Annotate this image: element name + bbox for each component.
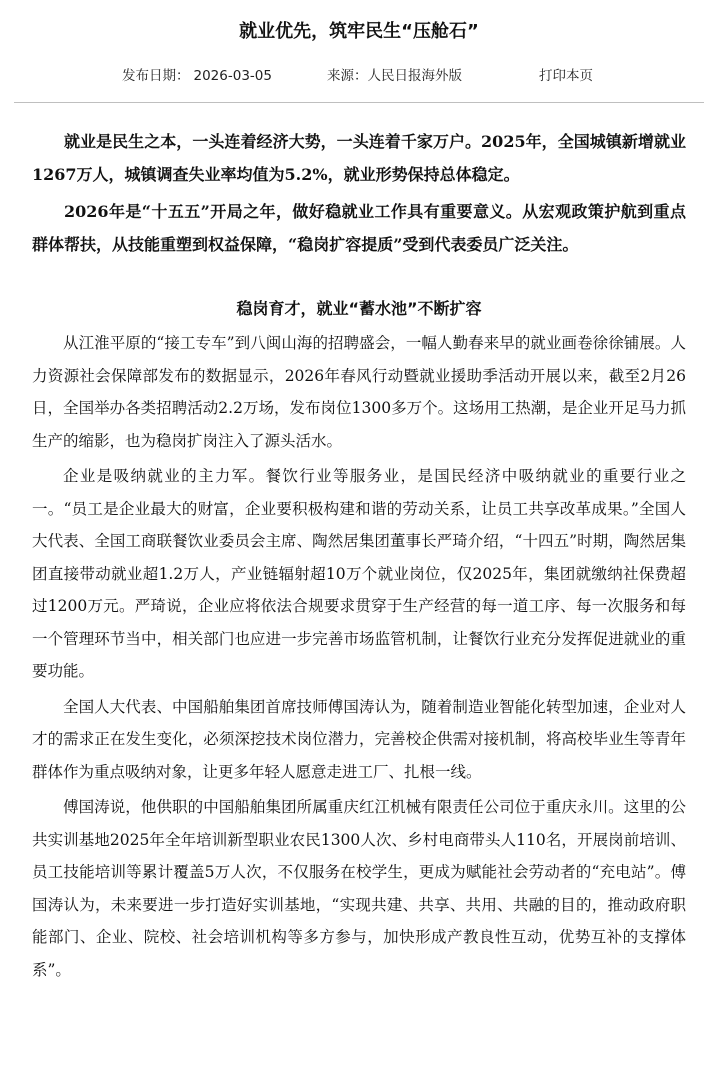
publish-date — [122, 64, 272, 84]
body-paragraph: 从江淮平原的“接工专车”到八闽山海的招聘盛会，一幅人勤春来早的就业画卷徐徐铺展。人力资源社会保障部发布的数据显示，2026年春风行动暨就业援助季活动开展以来，截至2月26日，全国举办各类招聘活动2.2万场，发布岗位1300多万个。这场用工热潮，是企业开足马力抓生产的缩影，也为稳岗扩岗注入了源头活水。 — [32, 334, 686, 450]
article-source — [327, 64, 462, 84]
article-body — [14, 327, 704, 986]
body-paragraph: 全国人大代表、中国船舶集团首席技师傅国涛认为，随着制造业智能化转型加速，企业对人才的需求正在发生变化，必须深挖技术岗位潜力，完善校企供需对接机制，将高校毕业生等青年群体作为重点吸纳对象，让更多年轻人愿意走进工厂、扎根一线。 — [32, 697, 686, 781]
source-value: 人民日报海外版 — [367, 68, 462, 84]
source-label: 来源： — [327, 68, 368, 84]
header-divider — [14, 102, 704, 103]
print-page-link[interactable]: 打印本页 — [539, 68, 593, 84]
article-meta — [14, 62, 704, 84]
publish-date-label: 发布日期： — [122, 68, 190, 84]
section-title: 稳岗育才，就业“蓄水池”不断扩容 — [236, 299, 482, 318]
article-headline: 就业优先，筑牢民生“压舱石” — [239, 21, 479, 42]
summary-paragraph: 2026年是“十五五”开局之年，做好稳就业工作具有重要意义。从宏观政策护航到重点群体帮扶，从技能重塑到权益保障，“稳岗扩容提质”受到代表委员广泛关注。 — [32, 202, 686, 254]
article-summary — [14, 125, 704, 261]
summary-paragraph: 就业是民生之本，一头连着经济大势，一头连着千家万户。2025年，全国城镇新增就业1267万人，城镇调查失业率均值为5.2%，就业形势保持总体稳定。 — [32, 132, 686, 184]
body-paragraph: 企业是吸纳就业的主力军。餐饮行业等服务业，是国民经济中吸纳就业的重要行业之一。“员工是企业最大的财富，企业要积极构建和谐的劳动关系，让员工共享改革成果。”全国人大代表、全国工商联餐饮业委员会主席、陶然居集团董事长严琦介绍，“十四五”时期，陶然居集团直接带动就业超1.2万人，产业链辐射超10万个就业岗位，仅2025年，集团就缴纳社保费超过1200万元。严琦说，企业应将依法合规要求贯穿于生产经营的每一道工序、每一次服务和每一个管理环节当中，相关部门也应进一步完善市场监管机制，让餐饮行业充分发挥促进就业的重要功能。 — [32, 467, 686, 680]
article-page — [14, 8, 704, 989]
publish-date-value: 2026-03-05 — [193, 68, 272, 84]
body-paragraph: 傅国涛说，他供职的中国船舶集团所属重庆红江机械有限责任公司位于重庆永川。这里的公共实训基地2025年全年培训新型职业农民1300人次、乡村电商带头人110名，开展岗前培训、员工技能培训等累计覆盖5万人次，不仅服务在校学生，更成为赋能社会劳动者的“充电站”。傅国涛认为，未来要进一步打造好实训基地，“实现共建、共享、共用、共融的目的，推动政府职能部门、企业、院校、社会培训机构等多方参与，加快形成产教良性互动，优势互补的支撑体系”。 — [32, 798, 686, 979]
